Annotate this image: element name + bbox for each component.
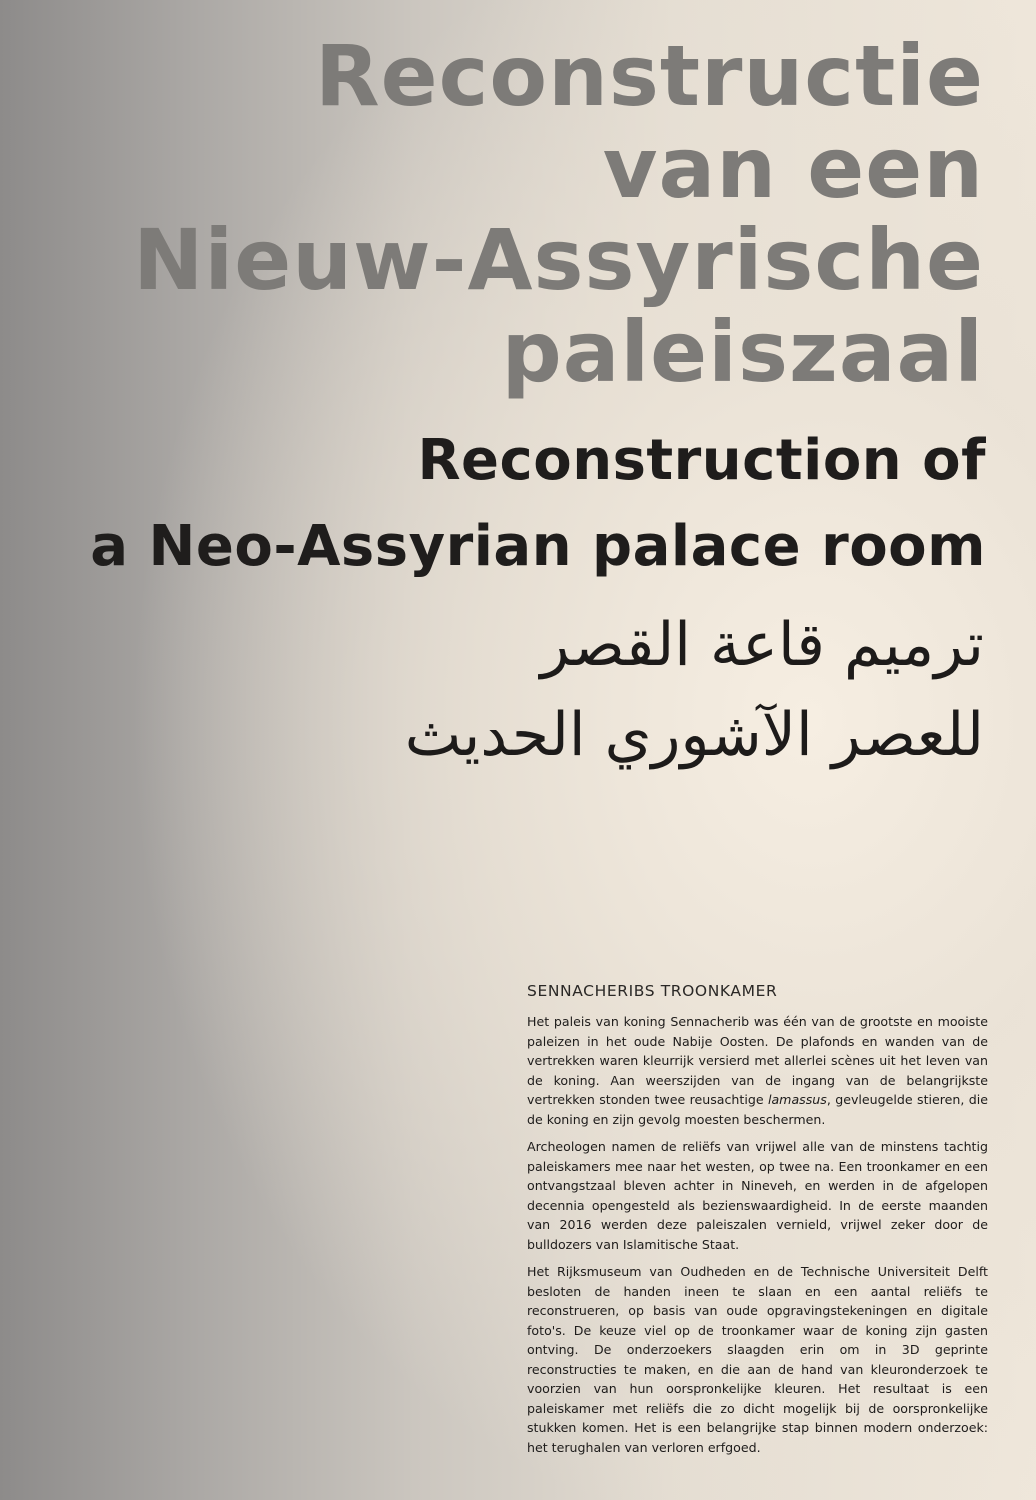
paragraph-1-text-b: , gevleugelde stieren, die de koning en zijn gevolg moesten beschermen.	[527, 1092, 988, 1127]
paragraph-3: Het Rijksmuseum van Oudheden en de Technische Universiteit Delft besloten de handen ineen te slaan en een aantal reliëfs te reconstrueren, op basis van oude opgravingstekeningen en digitale foto's. De keuze viel op de troonkamer waar de koning zijn gasten ontving. De onderzoekers slaagden erin om in 3D geprinte reconstructies te maken, en die aan de hand van kleuronderzoek te voorzien van hun oorspronkelijke kleuren. Het resultaat is een paleiskamer met reliëfs die zo dicht mogelijk bij de oorspronkelijke stukken komen. Het is een belangrijke stap binnen modern onderzoek: het terughalen van verloren erfgoed.	[527, 1264, 988, 1455]
arabic-title	[284, 600, 984, 780]
description-text-block	[527, 982, 988, 1465]
arabic-title-line: للعصر الآشوري الحديث	[404, 700, 984, 770]
dutch-title	[24, 27, 984, 401]
paragraph-1-emphasis: lamassus	[767, 1092, 827, 1107]
dutch-title-line: Nieuw-Assyrische	[133, 211, 984, 309]
dutch-title-line: paleiszaal	[501, 303, 984, 401]
english-title	[6, 418, 986, 590]
dutch-title-line: van een	[602, 119, 984, 217]
arabic-title-line: ترميم قاعة القصر	[540, 610, 984, 680]
paragraph-1-text-a: Het paleis van koning Sennacherib was één van de grootste en mooiste paleizen in het oude Nabije Oosten. De plafonds en wanden van de vertrekken waren kleurrijk versierd met allerlei scènes uit het leven van de koning. Aan weerszijden van de ingang van de belangrijkste vertrekken stonden twee reusachtige	[527, 1014, 988, 1107]
english-title-line: Reconstruction of	[417, 428, 986, 493]
dutch-title-line: Reconstructie	[314, 27, 984, 125]
section-heading: SENNACHERIBS TROONKAMER	[527, 982, 778, 1000]
english-title-line: a Neo-Assyrian palace room	[90, 514, 986, 579]
paragraph-2: Archeologen namen de reliëfs van vrijwel alle van de minstens tachtig paleiskamers mee naar het westen, op twee na. Een troonkamer en een ontvangstzaal bleven achter in Nineveh, en werden in de afgelopen decennia opengesteld als bezienswaardigheid. In de eerste maanden van 2016 werden deze paleiszalen vernield, vrijwel zeker door de bulldozers van Islamitische Staat.	[527, 1139, 988, 1252]
paragraph-1	[527, 1012, 988, 1129]
